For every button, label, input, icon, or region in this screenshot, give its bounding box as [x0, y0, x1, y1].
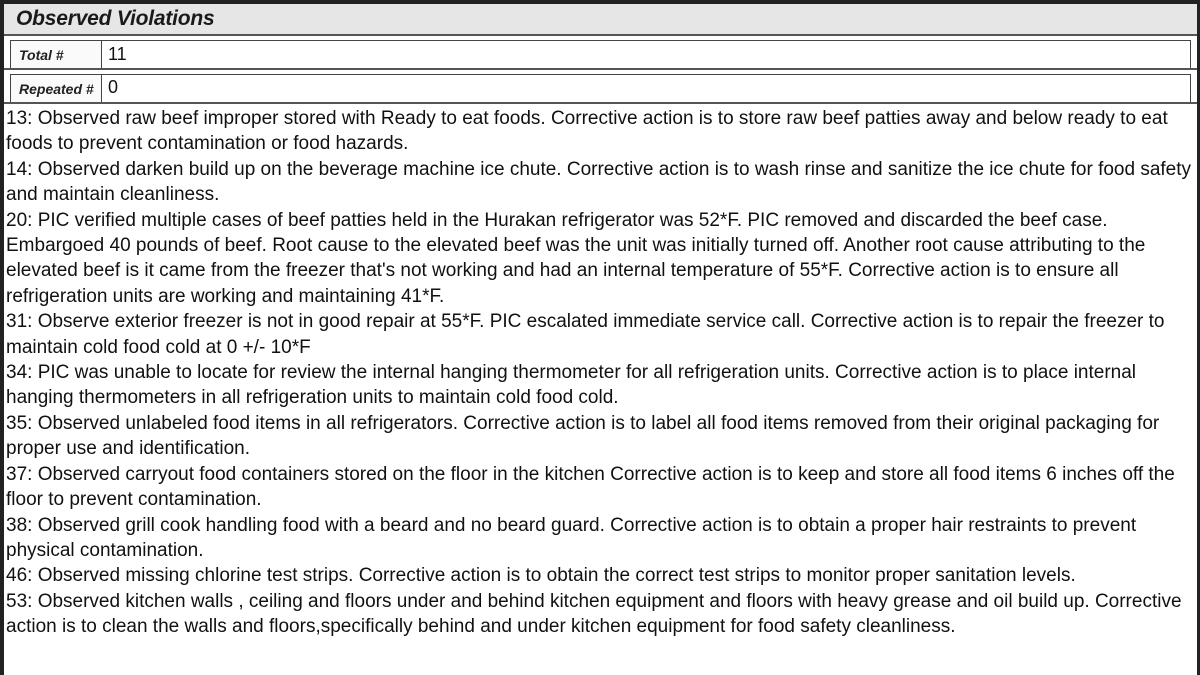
section-title: Observed Violations: [16, 7, 215, 30]
violation-notes: [4, 104, 1197, 640]
violation-item: 53: Observed kitchen walls , ceiling and floors under and behind kitchen equipment and floors with heavy grease and oil build up. Corrective action is to clean the walls and floors,specifically behind and under kitchen equipment for food safety cleanliness.: [6, 590, 1182, 638]
violation-item: 13: Observed raw beef improper stored with Ready to eat foods. Corrective action is to store raw beef patties away and below ready to eat foods to prevent contamination or food hazards.: [6, 108, 1168, 155]
total-count-label: Total #: [10, 40, 102, 68]
repeated-count-row: [4, 70, 1197, 104]
violation-item: 46: Observed missing chlorine test strips. Corrective action is to obtain the correct test strips to monitor proper sanitation levels.: [6, 565, 1076, 587]
total-count-value: 11: [102, 40, 1191, 68]
violation-item: 37: Observed carryout food containers stored on the floor in the kitchen Corrective action is to keep and store all food items 6 inches off the floor to prevent contamination.: [6, 463, 1175, 511]
violation-item: 20: PIC verified multiple cases of beef patties held in the Hurakan refrigerator was 52*F. PIC removed and discarded the beef case. Embargoed 40 pounds of beef. Root cause to the elevated beef was the unit was initially turned off. Another root cause attributing to the elevated beef is it came from the freezer that's not working and had an internal temperature of 55*F. Corrective action is to ensure all refrigeration units are working and maintaining 41*F.: [6, 209, 1146, 307]
violation-item: 34: PIC was unable to locate for review the internal hanging thermometer for all refrigeration units. Corrective action is to place internal hanging thermometers in all refrigeration units to maintain cold food cold.: [6, 362, 1137, 409]
repeated-count-label: Repeated #: [10, 74, 102, 102]
violation-item: 35: Observed unlabeled food items in all refrigerators. Corrective action is to label all food items removed from their original packaging for proper use and identification.: [6, 412, 1160, 460]
repeated-count-value: 0: [102, 74, 1191, 102]
violation-item: 31: Observe exterior freezer is not in good repair at 55*F. PIC escalated immediate service call. Corrective action is to repair the freezer to maintain cold food cold at 0 +/- 10*F: [6, 311, 1165, 358]
violation-item: 14: Observed darken build up on the beverage machine ice chute. Corrective action is to wash rinse and sanitize the ice chute for food safety and maintain cleanliness.: [6, 158, 1192, 206]
total-count-row: [4, 36, 1197, 70]
section-header: [4, 4, 1197, 36]
violation-item: 38: Observed grill cook handling food with a beard and no beard guard. Corrective action is to obtain a proper hair restraints to prevent physical contamination.: [6, 514, 1137, 561]
